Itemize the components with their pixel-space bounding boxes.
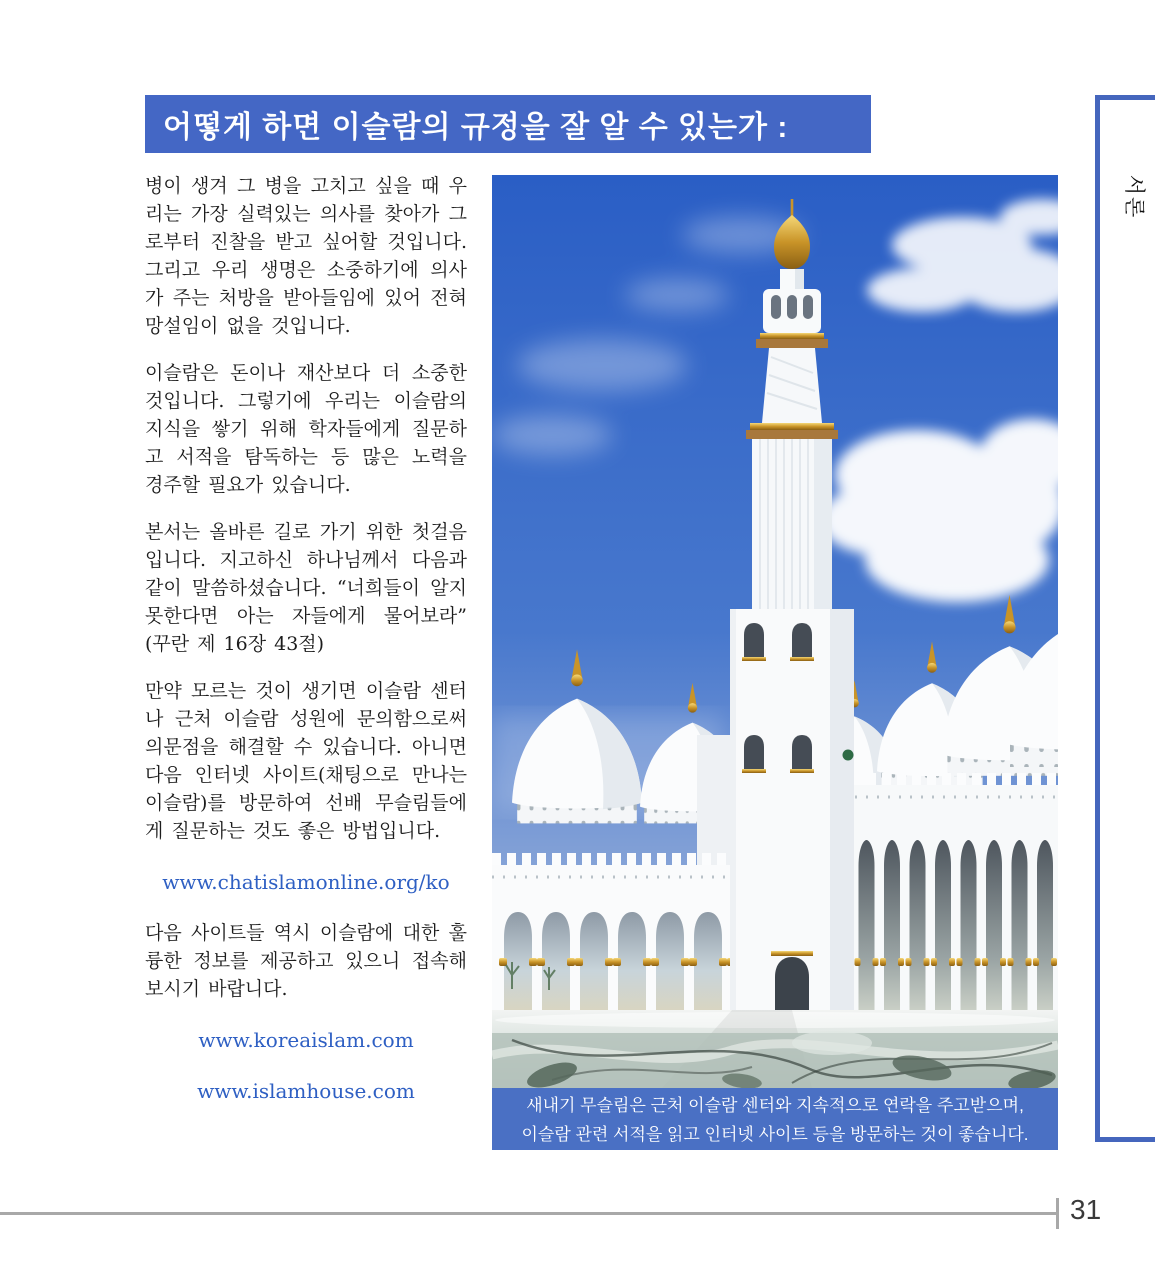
mosque-photo xyxy=(492,175,1058,1088)
photo-caption-line-2: 이슬람 관련 서적을 읽고 인터넷 사이트 등을 방문하는 것이 좋습니다. xyxy=(521,1125,1029,1144)
section-header-bar xyxy=(145,95,871,153)
photo-caption-line-1: 새내기 무슬림은 근처 이슬람 센터와 지속적으로 연락을 주고받으며, xyxy=(526,1096,1024,1115)
paragraph-1: 병이 생겨 그 병을 고치고 싶을 때 우리는 가장 실력있는 의사를 찾아가 그로부터 진찰을 받고 싶어할 것입니다. 그리고 우리 생명은 소중하기에 의사가 주는 처방을 받아들임에 있어 전혀 망설임이 없을 것입니다. xyxy=(145,175,467,337)
chapter-tab xyxy=(1095,95,1155,1142)
paragraph-5: 다음 사이트들 역시 이슬람에 대한 훌륭한 정보를 제공하고 있으니 접속해보시기 바랍니다. xyxy=(145,922,467,1000)
photo-caption xyxy=(492,1088,1058,1150)
footer-tick xyxy=(1056,1198,1059,1229)
chapter-tab-label: 서론 xyxy=(1122,174,1147,220)
section-title: 어떻게 하면 이슬람의 규정을 잘 알 수 있는가 : xyxy=(163,111,789,144)
paragraph-4: 만약 모르는 것이 생기면 이슬람 센터나 근처 이슬람 성원에 문의함으로써 의문점을 해결할 수 있습니다. 아니면 다음 인터넷 사이트(채팅으로 만나는 이슬람)를 방문하여 선배 무슬림들에게 질문하는 것도 좋은 방법입니다. xyxy=(145,680,467,842)
link-koreaislam[interactable]: www.koreaislam.com xyxy=(198,1028,414,1052)
body-text-column xyxy=(145,172,467,1128)
link-islamhouse[interactable]: www.islamhouse.com xyxy=(197,1079,415,1103)
footer-rule xyxy=(0,1212,1058,1215)
paragraph-3-quran-quote: 본서는 올바른 길로 가기 위한 첫걸음입니다. 지고하신 하나님께서 다음과 같이 말씀하셨습니다. “너희들이 알지 못한다면 아는 자들에게 물어보라” (꾸란 제 16장 43절) xyxy=(145,521,467,655)
paragraph-2: 이슬람은 돈이나 재산보다 더 소중한 것입니다. 그렇기에 우리는 이슬람의 지식을 쌓기 위해 학자들에게 질문하고 서적을 탐독하는 등 많은 노력을 경주할 필요가 있습니다. xyxy=(145,362,467,496)
page-number: 31 xyxy=(1070,1194,1102,1225)
link-chatislamonline[interactable]: www.chatislamonline.org/ko xyxy=(162,870,450,894)
